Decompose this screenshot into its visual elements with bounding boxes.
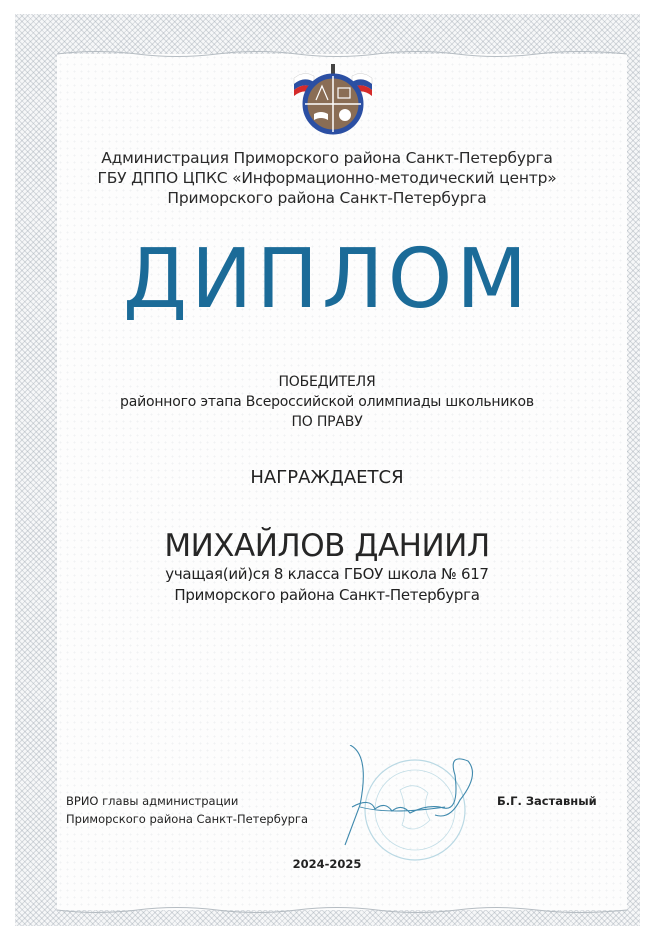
scallop-edge-bottom <box>57 905 627 915</box>
award-subject: ПО ПРАВУ <box>291 414 363 430</box>
award-stage: районного этапа Всероссийской олимпиады школьников <box>120 394 534 410</box>
scallop-edge-top <box>57 49 627 59</box>
issuer-header <box>0 148 654 208</box>
issuer-line-3: Приморского района Санкт-Петербурга <box>167 189 487 207</box>
issuer-line-1: Администрация Приморского района Санкт-Петербурга <box>101 149 553 167</box>
olympiad-emblem-icon <box>290 60 376 138</box>
awarded-label: НАГРАЖДАЕТСЯ <box>250 467 404 488</box>
signatory-position-line-1: ВРИО главы администрации <box>66 794 239 808</box>
recipient-school: учащая(ий)ся 8 класса ГБОУ школа № 617 <box>165 565 489 583</box>
award-rank: ПОБЕДИТЕЛЯ <box>278 374 376 390</box>
diploma-title: ДИПЛОМ <box>122 232 531 327</box>
recipient-name: МИХАЙЛОВ ДАНИИЛ <box>164 528 490 564</box>
academic-year: 2024-2025 <box>292 857 362 871</box>
signatory-name: Б.Г. Заставный <box>497 794 597 808</box>
issuer-line-2: ГБУ ДППО ЦПКС «Информационно-методический центр» <box>97 169 557 187</box>
signatory-position-line-2: Приморского района Санкт-Петербурга <box>66 812 309 826</box>
signatory-position <box>66 792 346 828</box>
award-description <box>0 372 654 432</box>
recipient-details <box>0 564 654 606</box>
recipient-district: Приморского района Санкт-Петербурга <box>174 586 480 604</box>
